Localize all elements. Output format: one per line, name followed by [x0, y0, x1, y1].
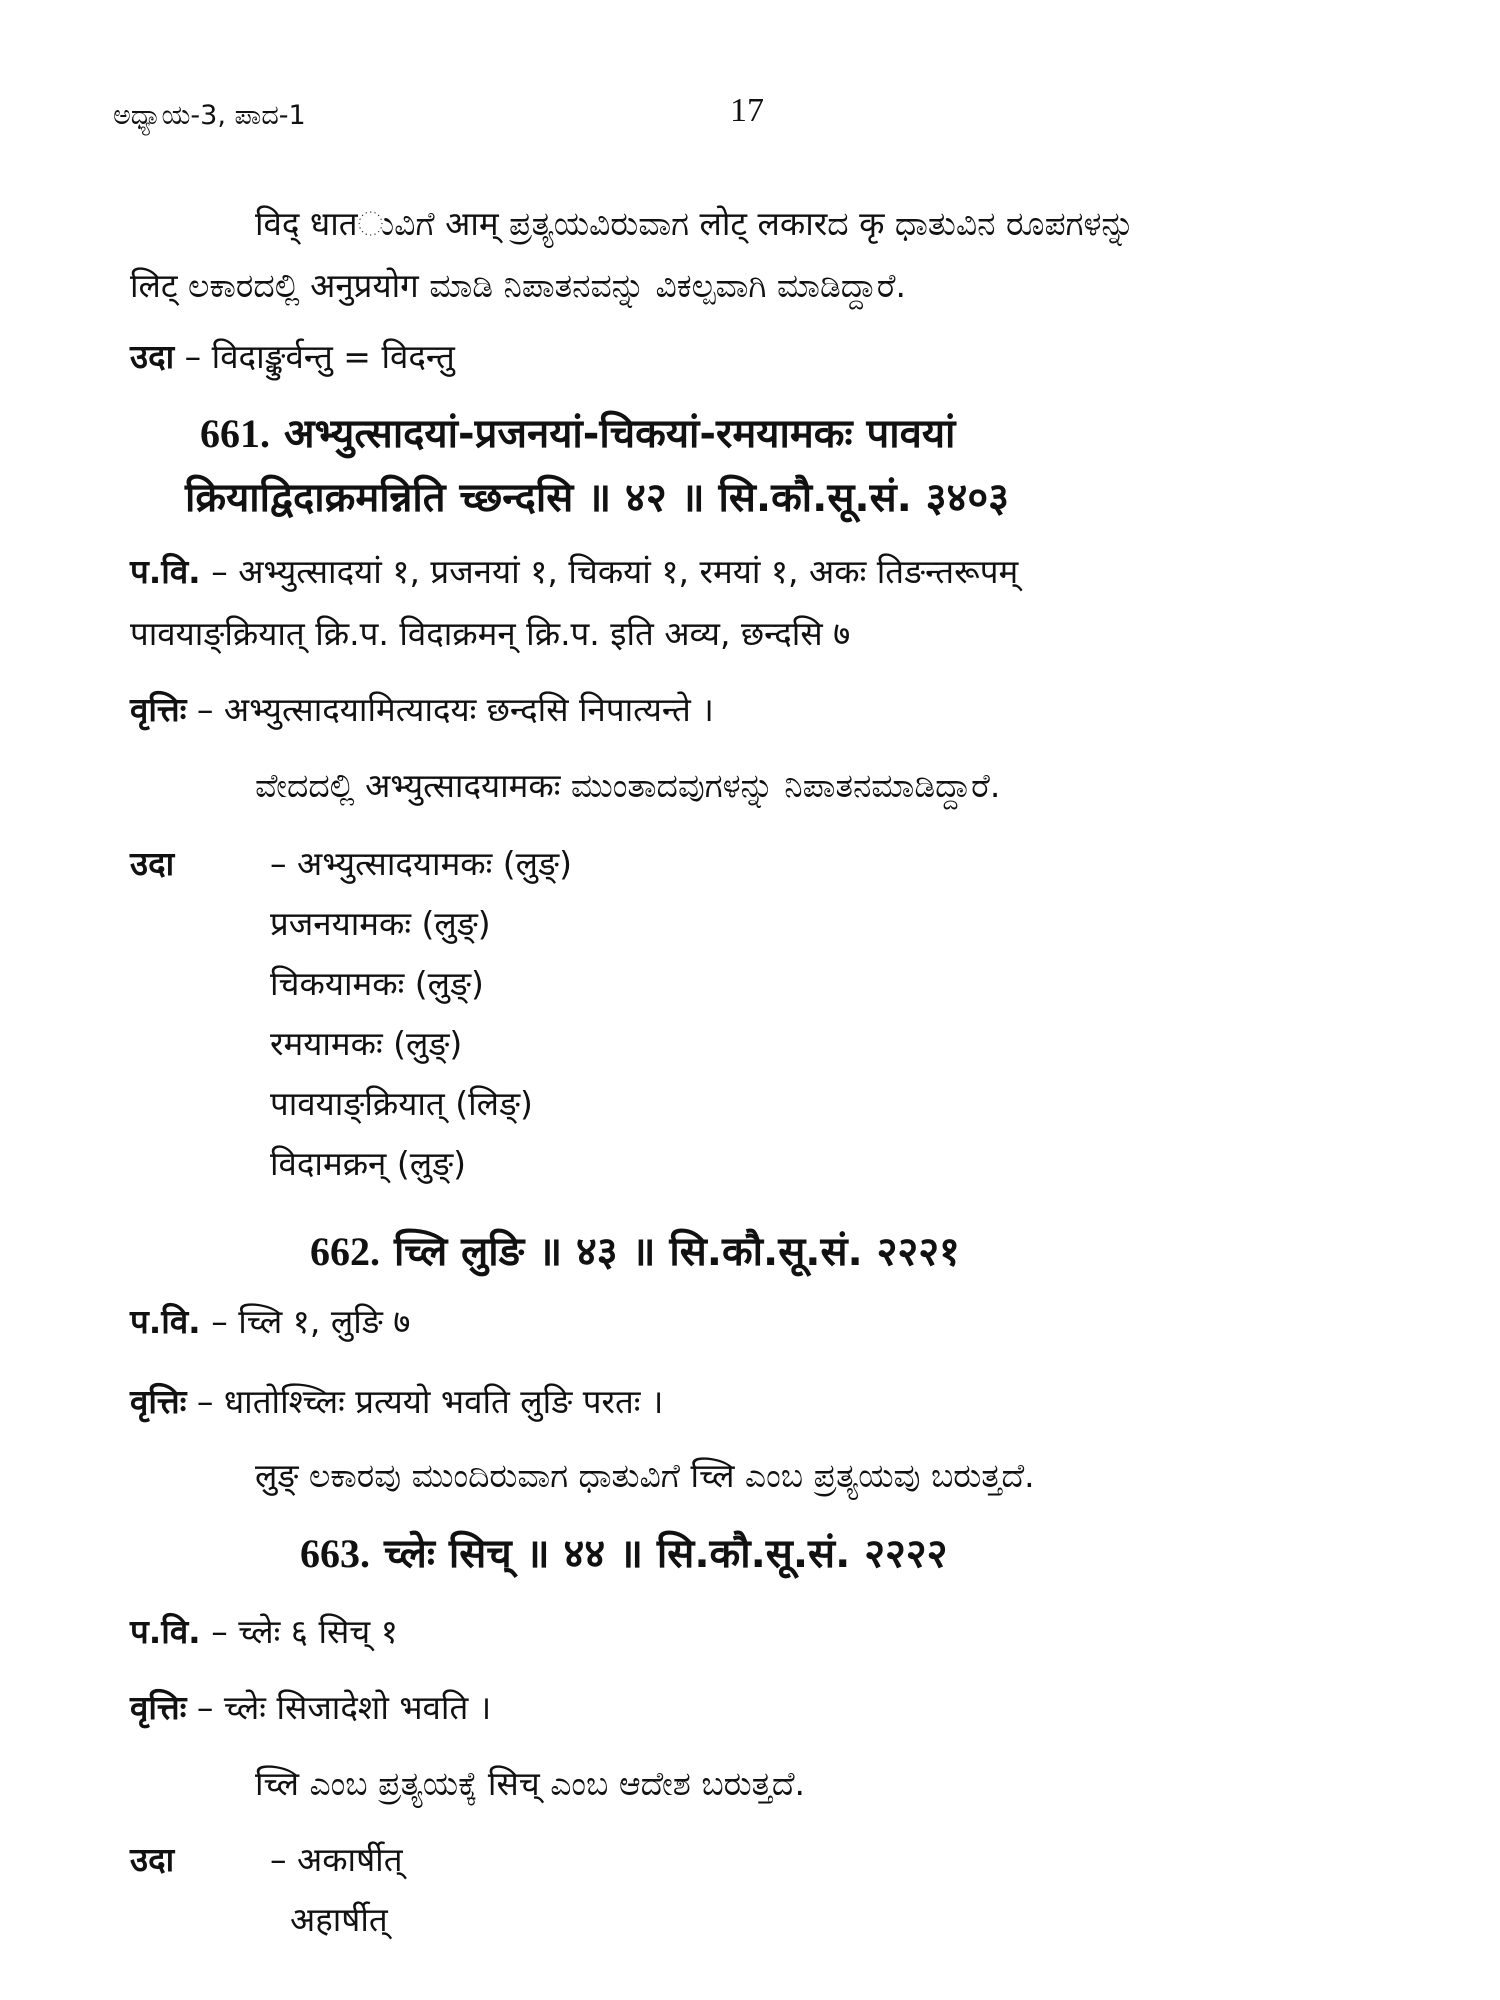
s663-padaviccheda [130, 1608, 398, 1653]
s661-padaviccheda [130, 548, 1018, 593]
s662-vritti [130, 1378, 663, 1423]
pavi-text: – च्लि १, लुङि ७ [211, 1302, 411, 1341]
example-item: रमयामकः (लुङ्) [270, 1024, 463, 1063]
vritti-text: – च्लेः सिजादेशो भवति । [196, 1688, 492, 1727]
s662-padaviccheda [130, 1298, 410, 1343]
pavi-text: – अभ्युत्सादयां १, प्रजनयां १, चिकयां १, रमयां १, अकः तिङन्तरूपम् [211, 552, 1019, 591]
sutra-number: 661. [200, 411, 270, 456]
sutra-number: 663. [300, 1531, 370, 1576]
pavi-label: प.वि. [130, 1302, 201, 1341]
sutra-663-heading [300, 1524, 947, 1579]
example-item: – अकार्षीत् [270, 1840, 403, 1879]
sutra-text: च्लि लुङि ॥ ४३ ॥ सि.कौ.सू.सं. २२२१ [393, 1229, 960, 1275]
pavi-label: प.वि. [130, 1612, 201, 1651]
s661-padaviccheda-cont: पावयाङ्क्रियात् क्रि.प. विदाक्रमन् क्रि.प. इति अव्य, छन्दसि ७ [130, 614, 851, 653]
s661-vritti [130, 686, 714, 731]
uda-label: उदा [130, 844, 175, 883]
s663-kannada-gloss: च्लि ಎಂಬ ಪ್ರತ್ಯಯಕ್ಕೆ सिच् ಎಂಬ ಆದೇಶ ಬರುತ್ತದೆ. [255, 1764, 806, 1803]
sutra-661-heading-line-2: क्रियाद्विदाक्रमन्निति च्छन्दसि ॥ ४२ ॥ सि.कौ.सू.सं. ३४०३ [185, 475, 1009, 521]
s661-uda-label-line [130, 840, 174, 885]
s663-vritti [130, 1684, 491, 1729]
example-item: चिकयामकः (लुङ्) [270, 964, 484, 1003]
example-item: अहार्षीत् [290, 1900, 388, 1939]
intro-example [130, 333, 455, 378]
sutra-text: च्लेः सिच् ॥ ४४ ॥ सि.कौ.सू.सं. २२२२ [383, 1531, 948, 1577]
vritti-text: – धातोश्च्लिः प्रत्ययो भवति लुङि परतः । [196, 1382, 664, 1421]
vritti-text: – अभ्युत्सादयामित्यादयः छन्दसि निपात्यन्ते । [196, 690, 714, 729]
page-number: 17 [730, 92, 764, 129]
pavi-label: प.वि. [130, 552, 201, 591]
sutra-text: अभ्युत्सादयां-प्रजनयां-चिकयां-रमयामकः पावयां [283, 411, 956, 457]
example-item: – अभ्युत्सादयामकः (लुङ्) [270, 844, 572, 883]
vritti-label: वृत्तिः [130, 1688, 187, 1727]
s661-example-list [270, 840, 572, 1200]
intro-line-1: विद् धातುವಿಗೆ आम् ಪ್ರತ್ಯಯವಿರುವಾಗ लोट् लकारದ कृ ಧಾತುವಿನ ರೂಪಗಳನ್ನು [255, 204, 1135, 243]
example-item: प्रजनयामकः (लुङ्) [270, 904, 491, 943]
s662-kannada-gloss: लुङ् ಲಕಾರವು ಮುಂದಿರುವಾಗ ಧಾತುವಿಗೆ च्लि ಎಂಬ ಪ್ರತ್ಯಯವು ಬರುತ್ತದೆ. [255, 1456, 1035, 1495]
pavi-text: – च्लेः ६ सिच् १ [211, 1612, 398, 1651]
running-head: ಅಧ್ಯಾಯ-3, ಪಾದ-1 [113, 100, 306, 131]
page-header [0, 92, 1500, 142]
uda-label: उदा [130, 1840, 175, 1879]
sutra-661-heading-line-1 [200, 404, 955, 459]
s663-example-list [270, 1836, 403, 1956]
intro-line-2: लिट् ಲಕಾರದಲ್ಲಿ अनुप्रयोग ಮಾಡಿ ನಿಪಾತನವನ್ನು ವಿಕಲ್ಪವಾಗಿ ಮಾಡಿದ್ದಾರೆ. [130, 266, 906, 305]
vritti-label: वृत्तिः [130, 690, 187, 729]
s663-uda-label-line [130, 1836, 174, 1881]
example-item: विदामक्रन् (लुङ्) [270, 1144, 466, 1183]
sutra-662-heading [310, 1222, 960, 1277]
vritti-label: वृत्तिः [130, 1382, 187, 1421]
uda-label: उदा [130, 337, 175, 376]
s661-kannada-gloss: ವೇದದಲ್ಲಿ अभ्युत्सादयामकः ಮುಂತಾದವುಗಳನ್ನು ನಿಪಾತನಮಾಡಿದ್ದಾರೆ. [255, 766, 1001, 805]
uda-value: – विदाङ्कुर्वन्तु = विदन्तु [184, 337, 455, 376]
example-item: पावयाङ्क्रियात् (लिङ्) [270, 1084, 533, 1123]
sutra-number: 662. [310, 1229, 380, 1274]
